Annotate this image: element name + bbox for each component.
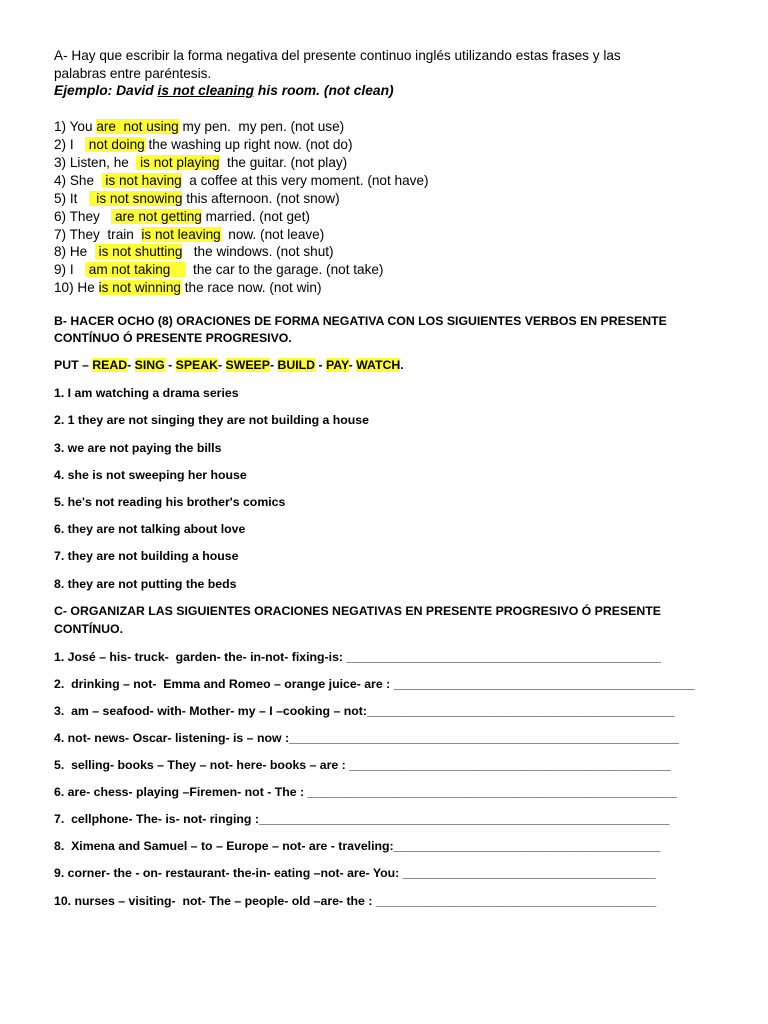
item-answer: are not getting bbox=[111, 209, 202, 224]
section-c-item: 4. not- news- Oscar- listening- is – now :_________________________________________________________ bbox=[54, 731, 679, 745]
item-text: 1) You bbox=[54, 119, 97, 134]
section-c-item: 6. are- chess- playing –Firemen- not - The : ______________________________________________________ bbox=[54, 785, 677, 799]
verb-sweep: SWEEP bbox=[225, 358, 270, 372]
item-text: now. (not leave) bbox=[220, 227, 325, 242]
verb-list bbox=[54, 357, 404, 373]
item-answer: is not winning bbox=[98, 280, 181, 295]
item-text: married. (not get) bbox=[201, 209, 310, 224]
verb-speak: SPEAK bbox=[175, 358, 219, 372]
item-text: a coffee at this very moment. (not have) bbox=[181, 173, 429, 188]
item-answer: is not leaving bbox=[141, 227, 221, 242]
example-answer: is not cleaning bbox=[157, 83, 255, 98]
section-a-item bbox=[54, 244, 334, 260]
verb-list-end: . bbox=[400, 358, 404, 372]
section-a-item bbox=[54, 280, 322, 296]
item-answer: are not using bbox=[96, 119, 179, 134]
section-a-item bbox=[54, 137, 353, 153]
section-a-item bbox=[54, 155, 347, 171]
item-text: 10) He bbox=[54, 280, 99, 295]
section-b-sentence: 7. they are not building a house bbox=[54, 549, 239, 563]
item-answer: is not having bbox=[101, 173, 182, 188]
section-a-item bbox=[54, 227, 324, 243]
item-text: 5) It bbox=[54, 191, 89, 206]
item-answer: am not taking bbox=[84, 262, 186, 277]
section-a-item bbox=[54, 191, 340, 207]
section-a-example bbox=[54, 83, 394, 99]
item-text: the windows. (not shut) bbox=[182, 244, 334, 259]
section-b-title-line1: B- HACER OCHO (8) ORACIONES DE FORMA NEGATIVA CON LOS SIGUIENTES VERBOS EN PRESENTE bbox=[54, 314, 667, 328]
verb-sep: - bbox=[315, 358, 326, 372]
verb-build: BUILD bbox=[277, 358, 316, 372]
section-c-title-line1: C- ORGANIZAR LAS SIGUIENTES ORACIONES NEGATIVAS EN PRESENTE PROGRESIVO Ó PRESENTE bbox=[54, 604, 661, 618]
section-b-sentence: 6. they are not talking about love bbox=[54, 522, 246, 536]
verb-sep: - bbox=[218, 358, 226, 372]
section-a-item bbox=[54, 209, 310, 225]
section-c-item: 7. cellphone- The- is- not- ringing :____________________________________________________________ bbox=[54, 812, 670, 826]
section-c-item: 2. drinking – not- Emma and Romeo – orange juice- are : ____________________________________________ bbox=[54, 677, 695, 691]
item-text: 7) They train bbox=[54, 227, 142, 242]
example-prefix: Ejemplo: David bbox=[54, 83, 158, 98]
section-a-item bbox=[54, 262, 383, 278]
section-b-sentence: 8. they are not putting the beds bbox=[54, 577, 237, 591]
verb-pay: PAY bbox=[326, 358, 349, 372]
item-text: 9) I bbox=[54, 262, 85, 277]
item-answer: is not shutting bbox=[94, 244, 183, 259]
item-text: 8) He bbox=[54, 244, 95, 259]
verb-sep: - bbox=[164, 358, 176, 372]
item-text: the race now. (not win) bbox=[180, 280, 322, 295]
section-c-item: 1. José – his- truck- garden- the- in-not- fixing-is: ______________________________________________ bbox=[54, 650, 662, 664]
item-answer: is not snowing bbox=[88, 191, 183, 206]
section-c-item: 10. nurses – visiting- not- The – people- old –are- the : _________________________________________ bbox=[54, 894, 657, 908]
section-c-item: 3. am – seafood- with- Mother- my – I –cooking – not:_____________________________________________ bbox=[54, 704, 675, 718]
section-b-title-line2: CONTÍNUO Ó PRESENTE PROGRESIVO. bbox=[54, 331, 292, 345]
verb-sing: SING bbox=[134, 358, 165, 372]
section-c-item: 9. corner- the - on- restaurant- the-in- eating –not- are- You: _____________________________________ bbox=[54, 866, 656, 880]
verb-sep: - bbox=[127, 358, 135, 372]
item-answer: not doing bbox=[84, 137, 145, 152]
section-a-instruction-line1: A- Hay que escribir la forma negativa del presente continuo inglés utilizando estas frases y las bbox=[54, 48, 621, 63]
section-b-sentence: 5. he's not reading his brother's comics bbox=[54, 495, 286, 509]
item-text: the guitar. (not play) bbox=[219, 155, 348, 170]
section-b-sentence: 3. we are not paying the bills bbox=[54, 441, 222, 455]
section-a-item bbox=[54, 119, 344, 135]
section-c-item: 8. Ximena and Samuel – to – Europe – not- are - traveling:_______________________________________ bbox=[54, 839, 661, 853]
item-text: the car to the garage. (not take) bbox=[185, 262, 384, 277]
item-answer: is not playing bbox=[136, 155, 220, 170]
section-b-sentence: 2. 1 they are not singing they are not building a house bbox=[54, 413, 369, 427]
section-a-item bbox=[54, 173, 429, 189]
item-text: this afternoon. (not snow) bbox=[182, 191, 340, 206]
section-c-title-line2: CONTÍNUO. bbox=[54, 622, 123, 636]
item-text: 4) She bbox=[54, 173, 102, 188]
item-text: the washing up right now. (not do) bbox=[144, 137, 353, 152]
verb-list-prefix: PUT – bbox=[54, 358, 93, 372]
section-c-item: 5. selling- books – They – not- here- books – are : _______________________________________________ bbox=[54, 758, 671, 772]
item-text: 3) Listen, he bbox=[54, 155, 137, 170]
verb-sep: - bbox=[269, 358, 278, 372]
example-suffix: his room. (not clean) bbox=[254, 83, 394, 98]
section-b-sentence: 4. she is not sweeping her house bbox=[54, 468, 247, 482]
section-b-sentence: 1. I am watching a drama series bbox=[54, 386, 239, 400]
item-text: my pen. my pen. (not use) bbox=[178, 119, 345, 134]
verb-watch: WATCH bbox=[356, 358, 401, 372]
verb-sep: - bbox=[348, 358, 357, 372]
item-text: 2) I bbox=[54, 137, 85, 152]
item-text: 6) They bbox=[54, 209, 112, 224]
section-a-instruction-line2: palabras entre paréntesis. bbox=[54, 66, 212, 81]
verb-read: READ bbox=[92, 358, 128, 372]
